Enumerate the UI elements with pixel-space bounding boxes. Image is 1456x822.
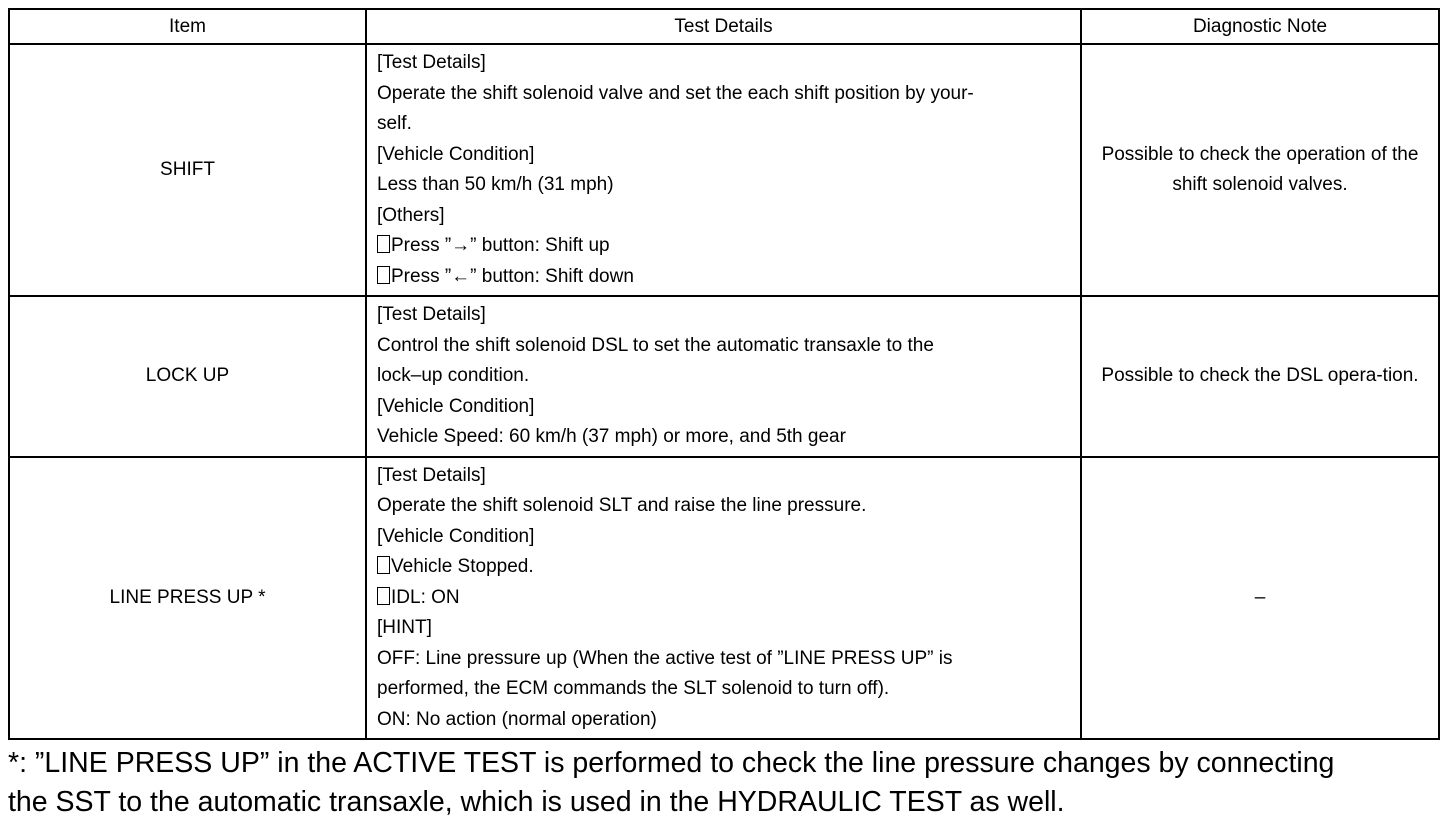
detail-line: Vehicle Stopped. xyxy=(391,556,534,577)
row-details-lock-up xyxy=(366,296,1081,457)
detail-line: [Test Details] xyxy=(377,304,486,325)
detail-line: IDL: ON xyxy=(391,586,460,608)
detail-line: [Test Details] xyxy=(377,52,486,73)
header-diagnostic-note: Diagnostic Note xyxy=(1081,9,1439,44)
row-note-lock-up: Possible to check the DSL opera-tion. xyxy=(1081,296,1439,457)
footnote-line-2: the SST to the automatic transaxle, which is used in the HYDRAULIC TEST as well. xyxy=(8,786,1065,818)
table-row xyxy=(9,44,1439,296)
detail-line: [Vehicle Condition] xyxy=(377,395,535,417)
row-note-line-press-up: – xyxy=(1081,457,1439,740)
detail-bullet-line xyxy=(377,262,1070,293)
bullet-box-icon xyxy=(377,587,390,605)
footnote-line-1: *: ”LINE PRESS UP” in the ACTIVE TEST is performed to check the line pressure changes by connecting xyxy=(8,747,1335,779)
table-row xyxy=(9,296,1439,457)
detail-bullet-line xyxy=(377,583,1070,614)
detail-bullet-line xyxy=(377,552,1070,583)
detail-line: Vehicle Speed: 60 km/h (37 mph) or more, and 5th gear xyxy=(377,426,846,447)
footnote xyxy=(8,744,1448,822)
detail-line: Press ”←” button: Shift down xyxy=(391,265,634,287)
detail-line: OFF: Line pressure up (When the active test of ”LINE PRESS UP” is xyxy=(377,647,953,669)
row-item-shift: SHIFT xyxy=(9,44,366,296)
row-details-line-press-up xyxy=(366,457,1081,740)
row-item-lock-up: LOCK UP xyxy=(9,296,366,457)
table-header-row xyxy=(9,9,1439,44)
detail-line: Operate the shift solenoid SLT and raise the line pressure. xyxy=(377,495,867,516)
detail-line: [Test Details] xyxy=(377,464,486,486)
active-test-table xyxy=(8,8,1440,740)
row-note-shift: Possible to check the operation of the shift solenoid valves. xyxy=(1081,44,1439,296)
row-item-line-press-up: LINE PRESS UP * xyxy=(9,457,366,740)
detail-line: [Vehicle Condition] xyxy=(377,525,535,547)
bullet-box-icon xyxy=(377,556,390,574)
detail-line: [Others] xyxy=(377,204,445,226)
detail-line: [Vehicle Condition] xyxy=(377,143,535,165)
bullet-box-icon xyxy=(377,235,390,253)
detail-line: performed, the ECM commands the SLT solenoid to turn off). xyxy=(377,678,890,699)
detail-line: Less than 50 km/h (31 mph) xyxy=(377,174,614,195)
detail-line: Operate the shift solenoid valve and set the each shift position by your- xyxy=(377,82,974,104)
header-test-details: Test Details xyxy=(366,9,1081,44)
detail-bullet-line xyxy=(377,231,1070,262)
detail-line: Press ”→” button: Shift up xyxy=(391,235,610,256)
row-details-shift xyxy=(366,44,1081,296)
header-item: Item xyxy=(9,9,366,44)
detail-line: lock–up condition. xyxy=(377,365,530,386)
bullet-box-icon xyxy=(377,266,390,284)
detail-line: Control the shift solenoid DSL to set the automatic transaxle to the xyxy=(377,334,934,356)
detail-line: self. xyxy=(377,113,412,134)
detail-line: ON: No action (normal operation) xyxy=(377,708,657,730)
detail-line: [HINT] xyxy=(377,617,432,638)
table-row xyxy=(9,457,1439,740)
